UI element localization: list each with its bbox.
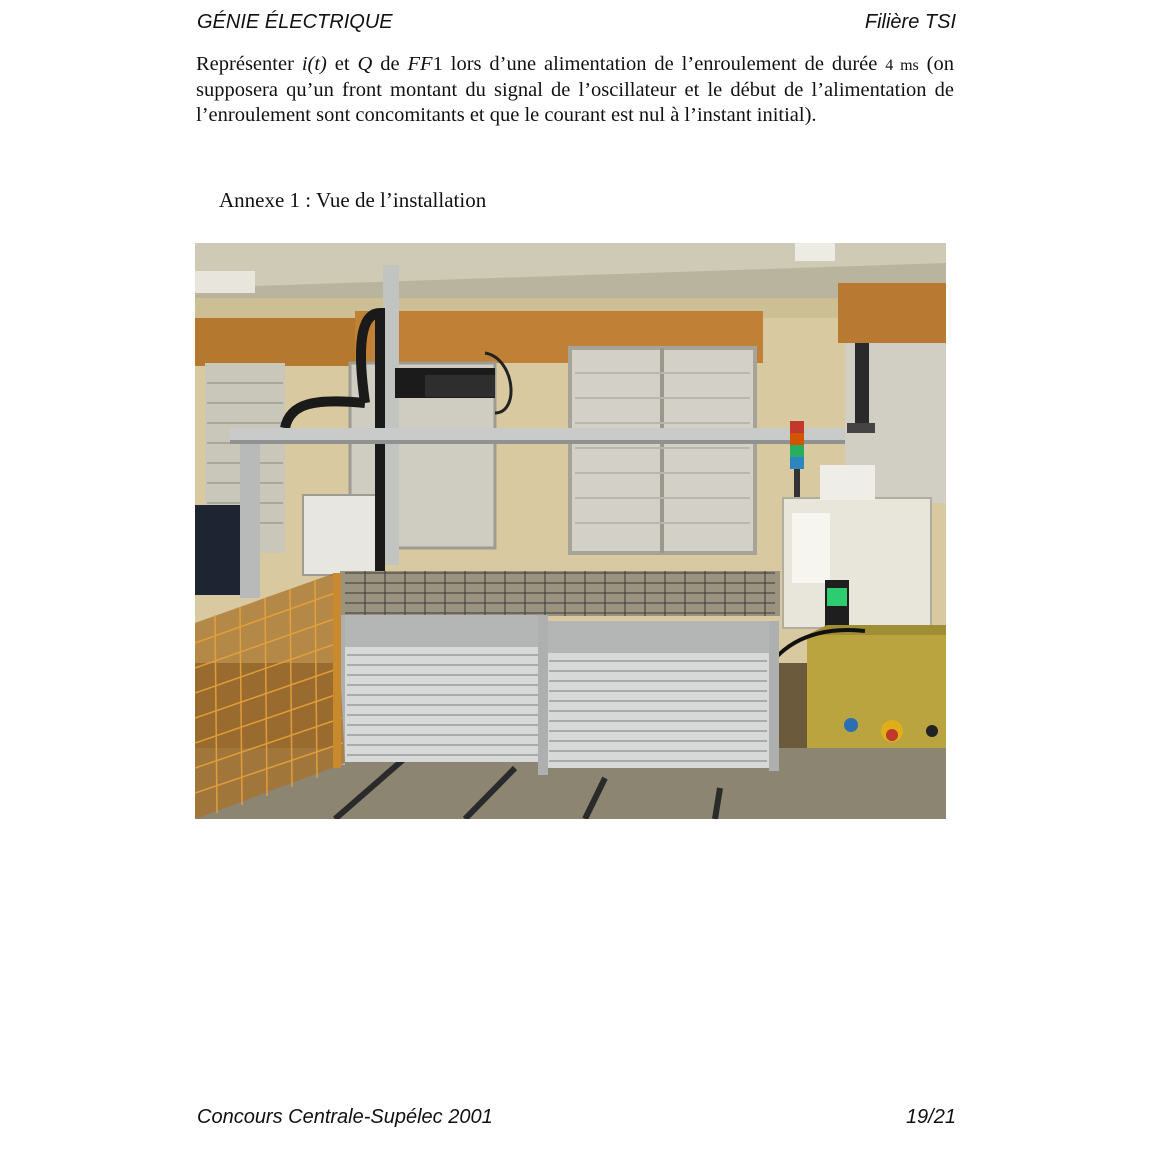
header-track: Filière TSI xyxy=(864,11,956,33)
para-text-1: Représenter xyxy=(196,53,302,75)
footer-contest: Concours Centrale-Supélec 2001 xyxy=(197,1106,493,1128)
math-duration: 4 ms xyxy=(885,57,919,74)
footer-page-number: 19/21 xyxy=(905,1106,956,1128)
annexe-title: Annexe 1 : Vue de l’installation xyxy=(219,188,487,212)
para-text-2: et xyxy=(326,53,358,75)
math-ff: FF xyxy=(407,53,433,75)
para-text-4: lors d’une alimentation de l’enroulement de durée xyxy=(442,53,886,75)
math-ff-index: 1 xyxy=(432,53,443,75)
installation-photo xyxy=(195,243,946,819)
question-paragraph xyxy=(196,52,954,128)
math-q: Q xyxy=(357,53,373,75)
header-subject: GÉNIE ÉLECTRIQUE xyxy=(197,11,393,33)
para-text-3: de xyxy=(372,53,408,75)
para-text-5: (on supposera qu’un front montant du signal de l’oscillateur et le début de l’alimentation de l’enroulement sont concomitants et que le courant est nul à l’instant initial). xyxy=(196,53,955,126)
math-i-of-t: i(t) xyxy=(301,53,327,75)
